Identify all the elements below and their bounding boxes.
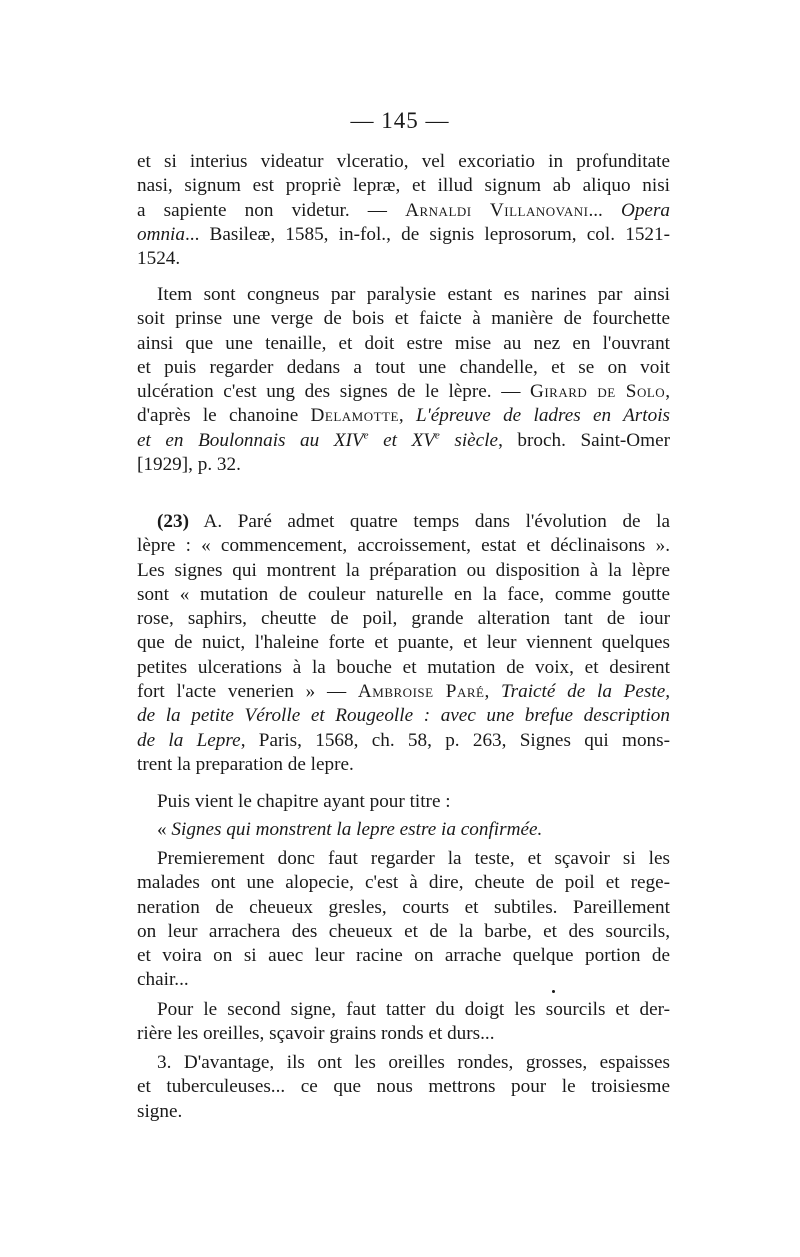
text-line: nasi, signum est propriè lepræ, et illud signum ab aliquo nisi — [137, 175, 670, 197]
paragraph-premierement — [137, 847, 670, 993]
text-line: et puis regarder dedans a tout une chandelle, et se on voit — [137, 356, 670, 378]
text-line: Les signes qui montrent la préparation ou disposition à la lèpre — [137, 559, 670, 581]
ink-speck — [552, 990, 555, 993]
text-line: trent la preparation de lepre. — [137, 753, 354, 775]
text-line: et si interius videatur vlceratio, vel excoriatio in profunditate — [137, 151, 670, 172]
text-line: que de nuict, l'haleine forte et puante, et leur viennent quelques — [137, 632, 670, 654]
note-number: (23) — [157, 511, 189, 532]
text-line: 1524. — [137, 248, 181, 270]
text-line: rose, saphirs, cheutte de poil, grande alteration tant de iour — [137, 608, 670, 630]
author-name: Arnaldi Villanovani — [405, 199, 589, 221]
text-line: petites ulcerations à la bouche et mutation de voix, et desirent — [137, 656, 670, 678]
paragraph-item-sont — [137, 283, 670, 477]
text-line: ainsi que une tenaille, et doit estre mise au nez en l'ouvrant — [137, 332, 670, 354]
text-line: 3. D'avantage, ils ont les oreilles rondes, grosses, espaisses — [157, 1052, 670, 1073]
paragraph-third-signe — [137, 1051, 670, 1124]
text-line: de la Lepre, Paris, 1568, ch. 58, p. 263, Signes qui mons- — [137, 729, 670, 751]
text-line: on leur arrachera des cheueux et de la barbe, et des sourcils, — [137, 920, 670, 942]
text-line: rière les oreilles, sçavoir grains ronds et durs... — [137, 1023, 495, 1045]
text-line: d'après le chanoine Delamotte, L'épreuve de ladres en Artois — [137, 405, 671, 427]
paragraph-puis-vient — [137, 790, 670, 814]
note-23 — [137, 510, 670, 777]
text-line: et tuberculeuses... ce que nous mettrons pour le troisiesme — [137, 1076, 670, 1098]
text-line: omnia... Basileæ, 1585, in-fol., de signis leprosorum, col. 1521- — [137, 223, 670, 245]
text-line: sont « mutation de couleur naturelle en la face, comme goutte — [137, 583, 670, 605]
page-number: — 145 — — [350, 108, 450, 133]
text-line: lèpre : « commencement, accroissement, estat et déclinaisons ». — [137, 535, 670, 557]
chapter-title-signes — [137, 818, 670, 842]
text-line: Puis vient le chapitre ayant pour titre : — [157, 791, 451, 812]
text-line: de la petite Vérolle et Rougeolle : avec une brefue description — [137, 705, 670, 727]
text-line: signe. — [137, 1100, 183, 1122]
text-line: neration de cheueux gresles, courts et subtiles. Pareillement — [137, 896, 670, 918]
text-line: « Signes qui monstrent la lepre estre ia confirmée. — [157, 819, 543, 840]
text-line: Item sont congneus par paralysie estant es narines par ainsi — [157, 284, 670, 305]
text-line: (23) A. Paré admet quatre temps dans l'évolution de la — [157, 511, 670, 532]
text-line: Premierement donc faut regarder la teste, et sçavoir si les — [157, 848, 670, 869]
text-line: ulcération c'est ung des signes de le lèpre. — Girard de Solo, — [137, 381, 670, 403]
author-name: Delamotte — [310, 405, 399, 427]
quote-arnaldi — [137, 150, 670, 271]
author-name: Girard de Solo — [529, 381, 666, 403]
text-line: et en Boulonnais au XIVe et XVe siècle, broch. Saint-Omer — [137, 429, 670, 451]
text-line: a sapiente non videtur. — Arnaldi Villanovani... Opera — [137, 199, 671, 221]
paragraph-second-signe — [137, 998, 670, 1047]
text-line: soit prinse une verge de bois et faicte à manière de fourchette — [137, 308, 670, 330]
text-line: chair... — [137, 969, 189, 991]
author-name: Ambroise Paré — [357, 681, 485, 703]
text-line: fort l'acte venerien » — Ambroise Paré, Traicté de la Peste, — [137, 681, 671, 703]
text-line: Pour le second signe, faut tatter du doigt les sourcils et der- — [157, 999, 670, 1020]
text-line: malades ont une alopecie, c'est à dire, cheute de poil et rege- — [137, 872, 670, 894]
text-line: [1929], p. 32. — [137, 454, 241, 476]
text-line: et voira on si auec leur racine on arrache quelque portion de — [137, 945, 670, 967]
